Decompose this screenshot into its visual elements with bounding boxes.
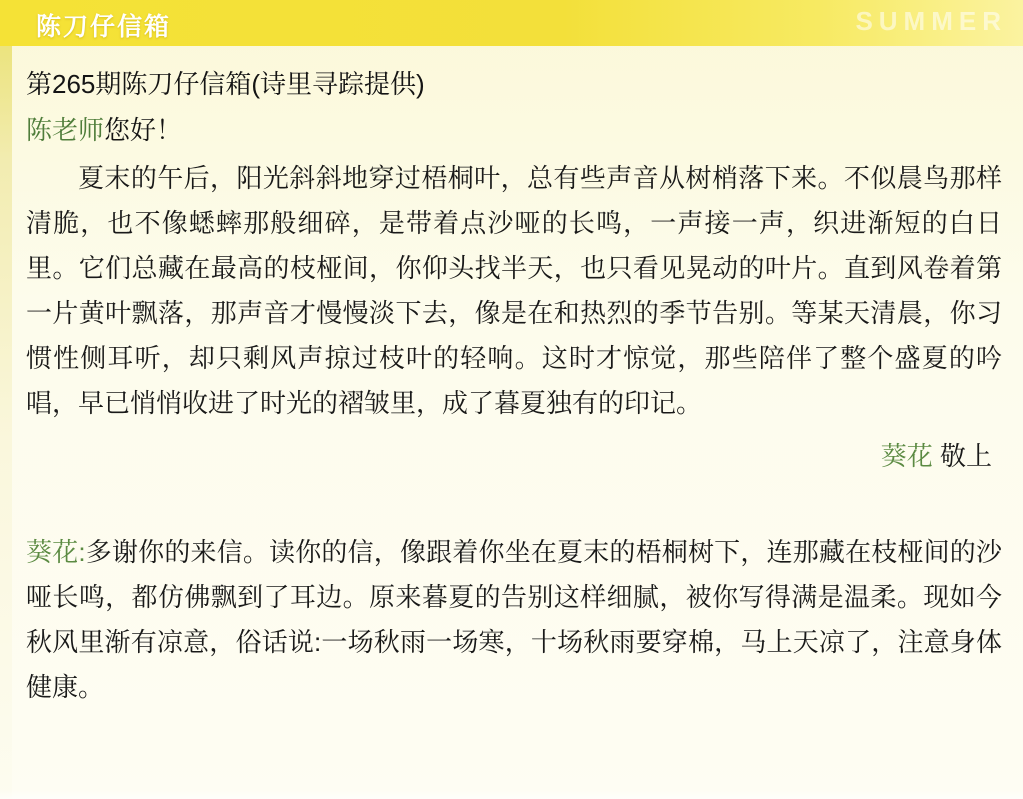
signature-suffix: 敬上 xyxy=(939,441,992,471)
banner-watermark: SUMMER xyxy=(855,6,1007,36)
section-divider-space xyxy=(26,478,1002,530)
signature-name: 葵花 xyxy=(880,441,933,471)
salutation-name: 陈老师 xyxy=(26,115,105,145)
bottom-fade xyxy=(0,789,1023,799)
letter-signature xyxy=(26,434,1002,478)
salutation-greeting: 您好！ xyxy=(104,115,183,145)
page-title: 第265期陈刀仔信箱(诗里寻踪提供) xyxy=(26,69,425,99)
header-banner xyxy=(0,0,1023,46)
letter-body: 夏末的午后，阳光斜斜地穿过梧桐叶，总有些声音从树梢落下来。不似晨鸟那样清脆，也不像蟋蟀那般细碎，是带着点沙哑的长鸣，一声接一声，织进渐短的白日里。它们总藏在最高的枝桠间，你仰头找半天，也只看见晃动的叶片。直到风卷着第一片黄叶飘落，那声音才慢慢淡下去，像是在和热烈的季节告别。等某天清晨，你习惯性侧耳听，却只剩风声掠过枝叶的轻响。这时才惊觉，那些陪伴了整个盛夏的吟唱，早已悄悄收进了时光的褶皱里，成了暮夏独有的印记。 xyxy=(26,163,1002,418)
reply-body xyxy=(26,530,1002,710)
reply-sender: 葵花: xyxy=(26,537,86,567)
left-gradient-stripe xyxy=(0,0,12,799)
salutation xyxy=(26,108,1002,152)
document-content xyxy=(26,62,1002,710)
reply-text: 多谢你的来信。读你的信，像跟着你坐在夏末的梧桐树下，连那藏在枝桠间的沙哑长鸣，都仿佛飘到了耳边。原来暮夏的告别这样细腻，被你写得满是温柔。现如今秋风里渐有凉意，俗话说:一场秋雨一场寒，十场秋雨要穿棉，马上天凉了，注意身体健康。 xyxy=(26,537,1002,702)
banner-title: 陈刀仔信箱 xyxy=(36,13,172,41)
